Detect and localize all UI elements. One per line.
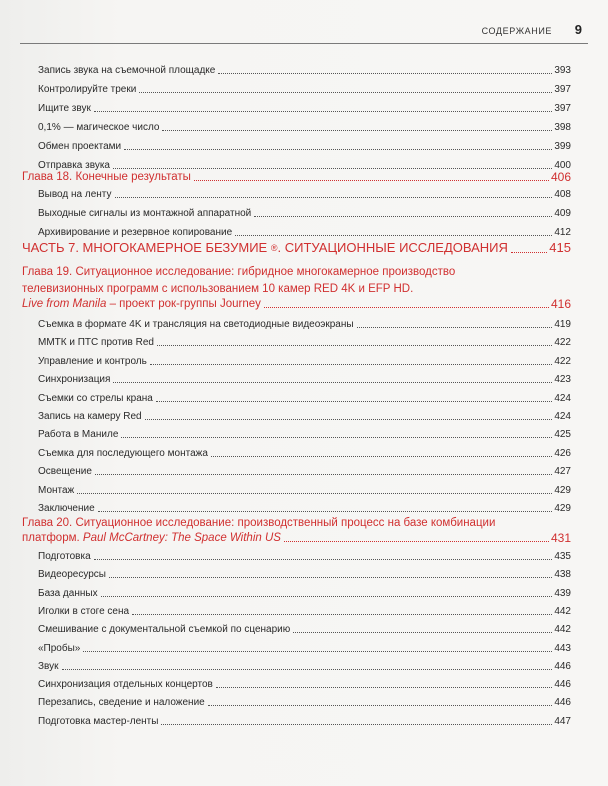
- toc-entry-title: Заключение: [38, 503, 95, 514]
- toc-entry: [38, 205, 571, 220]
- toc-entry: [38, 81, 571, 96]
- toc-page-number: 398: [554, 122, 571, 133]
- toc-chapter-title: Глава 18. Конечные результаты: [22, 171, 191, 183]
- toc-chapter-19-line-2: телевизионных программ с использованием 10 камер RED 4K и EFP HD.: [22, 283, 414, 295]
- toc-entry: [38, 463, 571, 478]
- toc-page-number: 425: [554, 429, 571, 441]
- toc-leader: [113, 382, 552, 383]
- toc-entry: [38, 390, 571, 405]
- toc-page-number: 446: [554, 660, 571, 672]
- toc-page-number: 426: [554, 447, 571, 459]
- toc-entry: [38, 500, 571, 515]
- header-title: СОДЕРЖАНИЕ: [481, 26, 552, 36]
- toc-entry: [38, 426, 571, 441]
- toc-leader: [62, 669, 553, 670]
- toc-entry-title: Смешивание с документальной съемкой по сценарию: [38, 624, 291, 636]
- toc-leader: [156, 401, 552, 402]
- toc-leader: [132, 614, 552, 615]
- toc-entry-title: Работа в Маниле: [38, 429, 119, 441]
- toc-entry: [38, 334, 571, 349]
- toc-entry-title: Съемки со стрелы крана: [38, 392, 153, 404]
- toc-entry-title: 0,1% — магическое число: [38, 122, 160, 133]
- toc-page-number: 429: [554, 503, 571, 514]
- toc-page-number: 400: [554, 160, 571, 171]
- toc-chapter-title: платформ. Paul McCartney: The Space Within US: [22, 532, 281, 544]
- toc-entry-title: Иголки в стоге сена: [38, 605, 130, 617]
- toc-leader: [94, 559, 553, 560]
- toc-leader: [284, 541, 549, 542]
- toc-chapter-20-line-2: [22, 530, 571, 545]
- toc-entry-title: Управление и контроль: [38, 355, 147, 367]
- toc-entry: [38, 482, 571, 497]
- toc-entry: [38, 713, 571, 728]
- toc-entry: [38, 694, 571, 709]
- toc-leader: [109, 577, 552, 578]
- toc-page-number: 446: [554, 679, 571, 691]
- toc-page-number: 422: [554, 355, 571, 367]
- toc-entry-title: Запись на камеру Red: [38, 411, 142, 422]
- toc-leader: [208, 705, 553, 706]
- toc-leader: [511, 252, 547, 253]
- toc-entry-title: Вывод на ленту: [38, 189, 112, 200]
- toc-entry: [38, 566, 571, 581]
- toc-entry-title: Освещение: [38, 466, 92, 478]
- toc-page-number: 423: [554, 374, 571, 386]
- toc-leader: [139, 92, 552, 93]
- toc-page-number: 409: [554, 208, 571, 220]
- toc-page-number: 439: [554, 587, 571, 599]
- toc-entry-title: Синхронизация отдельных концертов: [38, 679, 213, 691]
- toc-leader: [150, 364, 552, 365]
- header-page-number: 9: [574, 22, 582, 37]
- toc-entry: [38, 186, 571, 201]
- toc-page-number: 442: [554, 605, 571, 617]
- toc-page-number: 446: [554, 697, 571, 709]
- toc-part-title: ЧАСТЬ 7. МНОГОКАМЕРНОЕ БЕЗУМИЕ ®. СИТУАЦИОННЫЕ ИССЛЕДОВАНИЯ: [22, 240, 508, 255]
- toc-entry-title: Выходные сигналы из монтажной аппаратной: [38, 208, 252, 220]
- toc-page-number: 431: [550, 531, 571, 545]
- registered-mark: ®: [270, 243, 278, 253]
- toc-entry: [38, 119, 571, 134]
- toc-leader: [162, 130, 552, 131]
- toc-page-number: 408: [554, 189, 571, 200]
- toc-chapter-title: Live from Manila – проект рок-группы Journey: [22, 298, 261, 310]
- toc-leader: [254, 216, 552, 217]
- toc-entry-title: Архивирование и резервное копирование: [38, 227, 233, 239]
- toc-entry: [38, 676, 571, 691]
- toc-entry-title: Съемка для последующего монтажа: [38, 447, 208, 459]
- toc-page-number: 429: [554, 484, 571, 496]
- toc-entry: [38, 640, 571, 655]
- toc-leader: [293, 632, 552, 633]
- toc-page-number: 422: [554, 337, 571, 349]
- toc-chapter-20-line-1: Глава 20. Ситуационное исследование: производственный процесс на базе комбинации: [22, 517, 496, 529]
- toc-part-7: [22, 238, 571, 256]
- toc-leader: [264, 307, 549, 308]
- toc-entry-title: ММТК и ПТС против Red: [38, 337, 154, 349]
- toc-entry: [38, 224, 571, 239]
- toc-entry: [38, 353, 571, 368]
- toc-page-number: 393: [554, 65, 571, 76]
- toc-leader: [101, 596, 553, 597]
- toc-chapter-19-line-1: Глава 19. Ситуационное исследование: гибридное многокамерное производство: [22, 266, 456, 278]
- toc-entry: [38, 603, 571, 618]
- toc-entry: [38, 138, 571, 153]
- toc-leader: [94, 111, 552, 112]
- toc-entry: [38, 100, 571, 115]
- toc-leader: [161, 724, 552, 725]
- toc-entry: [38, 408, 571, 423]
- toc-leader: [115, 197, 553, 198]
- toc-entry-title: «Пробы»: [38, 642, 81, 654]
- toc-leader: [77, 493, 552, 494]
- toc-page-number: 397: [554, 84, 571, 95]
- toc-entry: [38, 445, 571, 460]
- toc-entry: [38, 371, 571, 386]
- toc-entry-title: Съемка в формате 4K и трансляция на светодиодные видеоэкраны: [38, 319, 354, 330]
- toc-entry-title: Видеоресурсы: [38, 569, 106, 581]
- toc-leader: [121, 437, 552, 438]
- toc-entry: [38, 658, 571, 673]
- toc-page-number: 412: [554, 227, 571, 239]
- toc-entry: [38, 621, 571, 636]
- toc-leader: [83, 651, 552, 652]
- toc-page-number: 424: [554, 411, 571, 422]
- toc-leader: [218, 73, 552, 74]
- toc-leader: [95, 474, 552, 475]
- toc-chapter-19-line-3: [22, 296, 571, 311]
- toc-entry-title: Обмен проектами: [38, 141, 122, 152]
- toc-leader: [124, 149, 552, 150]
- toc-entry: [38, 585, 571, 600]
- toc-page-number: 419: [554, 319, 571, 330]
- toc-leader: [211, 456, 552, 457]
- toc-entry-title: Монтаж: [38, 484, 75, 496]
- toc-entry-title: Отправка звука: [38, 160, 110, 171]
- toc-entry-title: Контролируйте треки: [38, 84, 137, 95]
- toc-entry-title: Подготовка: [38, 551, 91, 562]
- toc-entry: [38, 157, 571, 172]
- toc-leader: [157, 345, 552, 346]
- toc-leader: [113, 168, 552, 169]
- toc-page-number: 442: [554, 624, 571, 636]
- toc-leader: [357, 327, 553, 328]
- toc-leader: [216, 687, 552, 688]
- toc-page-number: 397: [554, 103, 571, 114]
- toc-entry-title: Звук: [38, 660, 59, 672]
- toc-page-number: 424: [554, 392, 571, 404]
- toc-leader: [145, 419, 553, 420]
- toc-entry: [38, 316, 571, 331]
- toc-entry-title: База данных: [38, 587, 98, 599]
- toc-page-number: 416: [550, 297, 571, 311]
- toc-page-number: 447: [554, 715, 571, 727]
- toc-page-number: 406: [550, 170, 571, 184]
- toc-page-number: 438: [554, 569, 571, 581]
- toc-leader: [194, 180, 549, 181]
- toc-entry-title: Перезапись, сведение и наложение: [38, 697, 205, 709]
- toc-page-number: 443: [554, 642, 571, 654]
- toc-entry-title: Ищите звук: [38, 103, 91, 114]
- toc-leader: [98, 511, 553, 512]
- toc-entry-title: Запись звука на съемочной площадке: [38, 65, 216, 76]
- toc-entry: [38, 548, 571, 563]
- toc-page-number: 427: [554, 466, 571, 478]
- toc-entry: [38, 62, 571, 77]
- toc-page-number: 415: [549, 240, 571, 255]
- toc-entry-title: Синхронизация: [38, 374, 111, 386]
- toc-entry-title: Подготовка мастер-ленты: [38, 715, 159, 727]
- toc-page-number: 399: [554, 141, 571, 152]
- toc-leader: [235, 235, 552, 236]
- toc-page-number: 435: [554, 551, 571, 562]
